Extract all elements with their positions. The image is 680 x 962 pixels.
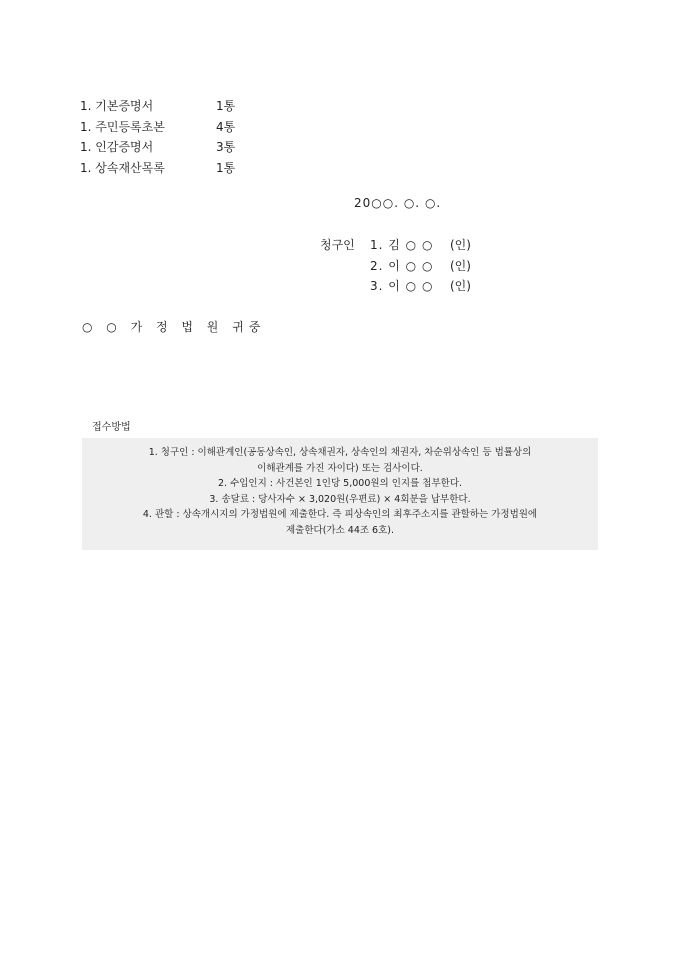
attachment-name: 1. 인감증명서 (80, 140, 154, 154)
court-addressee: ○ ○ 가 정 법 원 귀중 (82, 320, 266, 334)
filing-guide-title: 접수방법 (92, 422, 131, 433)
guide-line: 3. 송달료 : 당사자수 × 3,020원(우편료) × 4회분을 납부한다. (209, 493, 471, 505)
attachment-name: 1. 주민등록초본 (80, 119, 165, 134)
claimant-block (320, 235, 471, 297)
filing-guide-box (82, 438, 598, 550)
guide-line: 이해관계를 가진 자이다) 또는 검사이다. (257, 462, 423, 474)
guide-line: 2. 수입인지 : 사건본인 1인당 5,000원의 인지를 첩부한다. (217, 478, 463, 489)
claimant-name: 3. 이 ○ ○ (370, 279, 434, 293)
claimant-label-spacer (320, 276, 370, 297)
claimant-label: 청구인 (320, 238, 355, 252)
filing-date: 20○○. ○. ○. (354, 196, 442, 210)
attachment-list (80, 96, 380, 178)
attachment-name: 1. 상속재산목록 (80, 160, 165, 175)
attachment-count: 3통 (216, 140, 236, 154)
attachment-item (80, 137, 380, 158)
attachment-item (80, 117, 380, 138)
guide-line: 4. 관할 : 상속개시지의 가정법원에 제출한다. 즉 피상속인의 최후주소지를 관할하는 가정법원에 (142, 509, 538, 520)
guide-line: 제출한다(가소 44조 6호). (285, 524, 395, 536)
claimant-label-spacer (320, 256, 370, 277)
seal-mark: (인) (450, 258, 471, 273)
seal-mark: (인) (450, 238, 471, 252)
claimant-row (320, 276, 471, 297)
attachment-name: 1. 기본증명서 (80, 99, 154, 113)
attachment-item (80, 96, 380, 117)
claimant-row (320, 235, 471, 256)
claimant-name: 2. 이 ○ ○ (370, 258, 434, 273)
attachment-item (80, 158, 380, 179)
seal-mark: (인) (450, 279, 471, 293)
guide-line: 1. 청구인 : 이해관계인(공동상속인, 상속채권자, 상속인의 채권자, 차순위상속인 등 법률상의 (148, 447, 532, 458)
claimant-name: 1. 김 ○ ○ (370, 238, 434, 252)
attachment-count: 4통 (216, 119, 236, 134)
attachment-count: 1통 (216, 99, 236, 113)
claimant-row (320, 256, 471, 277)
attachment-count: 1통 (216, 160, 236, 175)
